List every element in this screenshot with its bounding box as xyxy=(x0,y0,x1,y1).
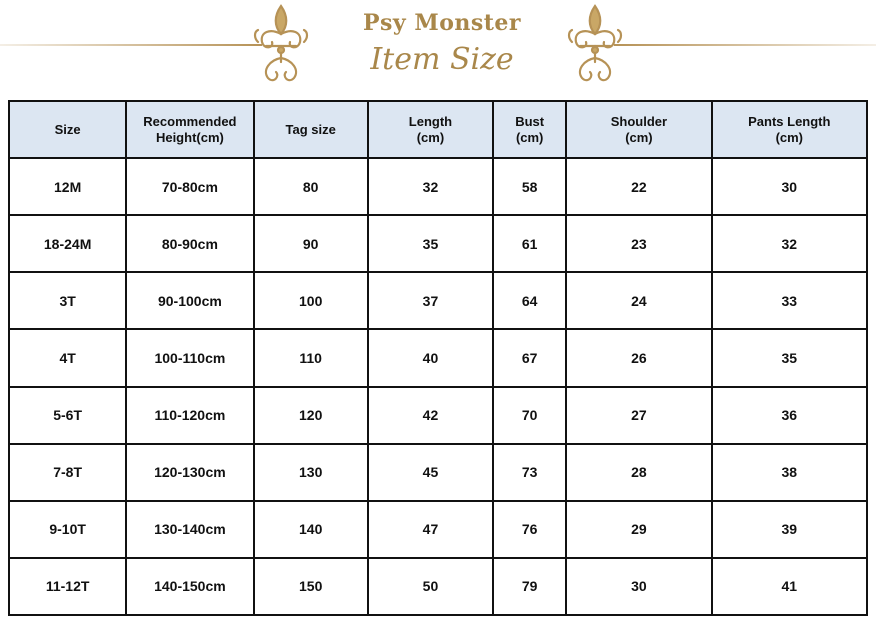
cell-size: 18-24M xyxy=(9,215,126,272)
size-chart-table xyxy=(8,100,868,616)
cell-shoulder: 26 xyxy=(566,329,711,386)
cell-tag-size: 110 xyxy=(254,329,368,386)
cell-length: 47 xyxy=(368,501,493,558)
cell-tag-size: 130 xyxy=(254,444,368,501)
cell-bust: 73 xyxy=(493,444,566,501)
cell-height: 90-100cm xyxy=(126,272,253,329)
table-row xyxy=(9,444,867,501)
divider-line-left xyxy=(0,44,262,46)
cell-height: 70-80cm xyxy=(126,158,253,215)
cell-tag-size: 100 xyxy=(254,272,368,329)
cell-shoulder: 28 xyxy=(566,444,711,501)
cell-shoulder: 29 xyxy=(566,501,711,558)
cell-length: 40 xyxy=(368,329,493,386)
cell-pants-length: 39 xyxy=(712,501,867,558)
table-row xyxy=(9,158,867,215)
cell-pants-length: 32 xyxy=(712,215,867,272)
column-header-recommended-height: Recommended Height(cm) xyxy=(126,101,253,158)
cell-pants-length: 36 xyxy=(712,387,867,444)
fleur-de-lis-ornament-icon xyxy=(566,2,624,90)
cell-shoulder: 24 xyxy=(566,272,711,329)
cell-shoulder: 30 xyxy=(566,558,711,615)
cell-pants-length: 30 xyxy=(712,158,867,215)
cell-pants-length: 41 xyxy=(712,558,867,615)
table-row xyxy=(9,558,867,615)
cell-tag-size: 140 xyxy=(254,501,368,558)
column-header-size: Size xyxy=(9,101,126,158)
cell-bust: 58 xyxy=(493,158,566,215)
cell-shoulder: 23 xyxy=(566,215,711,272)
page-title: Item Size xyxy=(370,42,514,77)
cell-shoulder: 22 xyxy=(566,158,711,215)
cell-length: 32 xyxy=(368,158,493,215)
cell-height: 110-120cm xyxy=(126,387,253,444)
table-row xyxy=(9,329,867,386)
cell-bust: 76 xyxy=(493,501,566,558)
cell-tag-size: 120 xyxy=(254,387,368,444)
cell-length: 42 xyxy=(368,387,493,444)
cell-size: 5-6T xyxy=(9,387,126,444)
table-header-row xyxy=(9,101,867,158)
table-row xyxy=(9,501,867,558)
cell-size: 3T xyxy=(9,272,126,329)
cell-bust: 67 xyxy=(493,329,566,386)
brand-name: Psy Monster xyxy=(362,10,522,36)
cell-size: 12M xyxy=(9,158,126,215)
cell-length: 45 xyxy=(368,444,493,501)
column-header-pants-length: Pants Length (cm) xyxy=(712,101,867,158)
table-row xyxy=(9,215,867,272)
divider-line-right xyxy=(614,44,876,46)
cell-length: 50 xyxy=(368,558,493,615)
cell-shoulder: 27 xyxy=(566,387,711,444)
column-header-length: Length (cm) xyxy=(368,101,493,158)
column-header-tag-size: Tag size xyxy=(254,101,368,158)
cell-size: 7-8T xyxy=(9,444,126,501)
cell-pants-length: 35 xyxy=(712,329,867,386)
cell-size: 11-12T xyxy=(9,558,126,615)
cell-height: 140-150cm xyxy=(126,558,253,615)
cell-height: 120-130cm xyxy=(126,444,253,501)
cell-height: 100-110cm xyxy=(126,329,253,386)
cell-size: 9-10T xyxy=(9,501,126,558)
table-row xyxy=(9,272,867,329)
fleur-de-lis-ornament-icon xyxy=(252,2,310,90)
cell-tag-size: 90 xyxy=(254,215,368,272)
cell-bust: 79 xyxy=(493,558,566,615)
page-header xyxy=(0,0,876,96)
cell-height: 130-140cm xyxy=(126,501,253,558)
cell-height: 80-90cm xyxy=(126,215,253,272)
cell-tag-size: 80 xyxy=(254,158,368,215)
cell-tag-size: 150 xyxy=(254,558,368,615)
column-header-shoulder: Shoulder (cm) xyxy=(566,101,711,158)
cell-pants-length: 33 xyxy=(712,272,867,329)
cell-length: 35 xyxy=(368,215,493,272)
cell-size: 4T xyxy=(9,329,126,386)
cell-bust: 61 xyxy=(493,215,566,272)
cell-bust: 64 xyxy=(493,272,566,329)
column-header-bust: Bust (cm) xyxy=(493,101,566,158)
table-row xyxy=(9,387,867,444)
cell-bust: 70 xyxy=(493,387,566,444)
cell-pants-length: 38 xyxy=(712,444,867,501)
cell-length: 37 xyxy=(368,272,493,329)
